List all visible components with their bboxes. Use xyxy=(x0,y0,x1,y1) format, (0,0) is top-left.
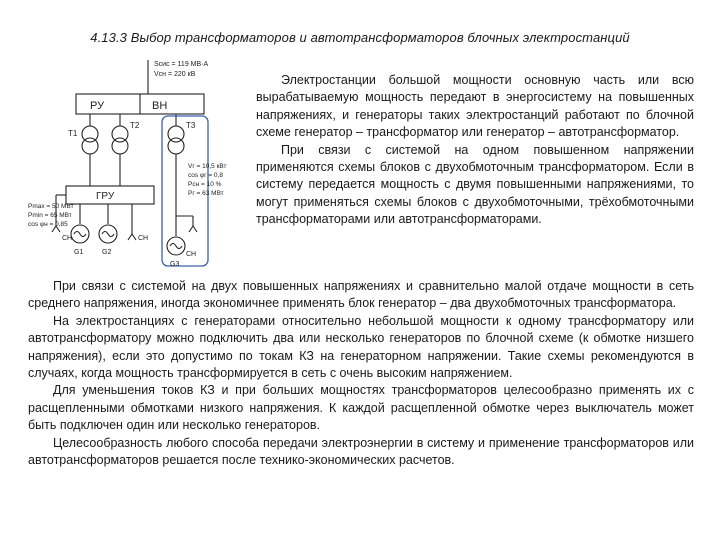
sn3-label: СН xyxy=(186,251,197,258)
paragraph: На электростанциях с генераторами относительно небольшой мощности к одному трансформатору или автотрансформатору можно подключить два или несколько генераторов по блочной схеме (к обмотке низшего напряжения), если это допустимо по токам КЗ на генераторном напряжении. Такие схемы рекомендуются в случаях, когда мощность трансформируется в сеть с очень высоким напряжением. xyxy=(28,313,694,381)
block-scheme-diagram xyxy=(28,56,258,272)
vn-label: ВН xyxy=(152,100,168,112)
paragraph: При связи с системой на двух повышенных напряжениях и сравнительно малой отдаче мощности в сеть среднего напряжения, иногда экономичнее применять блок генератор – два двухобмоточных трансформатора. xyxy=(28,279,694,311)
sn2-label: СН xyxy=(138,235,149,242)
t3-winding-lv xyxy=(168,138,184,154)
t2-winding-lv xyxy=(112,138,128,154)
right-column-text xyxy=(256,72,694,229)
paragraph: При связи с системой на одном повышенном напряжении применяются схемы блоков с двухобмоточным трансформатором. Если в систему передается мощность с двумя повышенными напряжениями, то могут применяться схемы блоков с двухобмоточными, трёхобмоточными трансформаторами или автотрансформаторами. xyxy=(256,142,694,227)
system-u-label: Vсн = 220 кВ xyxy=(154,71,196,78)
section-title: 4.13.3 Выбор трансформаторов и автотрансформаторов блочных электростанций xyxy=(90,30,630,45)
t2-label: Т2 xyxy=(130,121,140,130)
g1-label: G1 xyxy=(74,249,84,256)
paragraph: Для уменьшения токов КЗ и при больших мощностях трансформаторов целесообразно применять их с расщепленными обмотками низкого напряжения. К каждой расщепленной обмотке через выключатель может быть подключен один или несколько генераторов. xyxy=(28,383,694,433)
paragraph: Целесообразность любого способа передачи электроэнергии в систему и применение трансформаторов или автотрансформаторов решается после технико-экономических расчетов. xyxy=(28,435,694,468)
g3-param-4: Pг = 63 МВт xyxy=(188,190,224,197)
g3-label: G3 xyxy=(170,261,180,268)
t3-label: Т3 xyxy=(186,121,196,130)
body-text xyxy=(28,278,694,469)
sn1-label: СН xyxy=(62,235,73,242)
g2-label: G2 xyxy=(102,249,112,256)
load-param-2: Pmin = 65 МВт xyxy=(28,212,72,219)
t1-label: Т1 xyxy=(68,129,78,138)
ru-label: РУ xyxy=(90,100,105,112)
gru-label: ГРУ xyxy=(96,191,115,202)
system-s-label: Sсис = 119 МВ·А xyxy=(154,61,209,68)
load-param-1: Pmax = 50 МВт xyxy=(28,203,74,210)
paragraph: Электростанции большой мощности основную часть или всю вырабатываемую мощность передают в энергосистему на повышенных напряжениях, и генераторы таких электростанций работают по блочной схеме генератор – трансформатор или генератор – автотрансформатор. xyxy=(256,73,694,140)
load-param-3: cos φн = 0,85 xyxy=(28,221,68,228)
g3-param-3: Pсн = 10 % xyxy=(188,181,222,188)
t1-winding-lv xyxy=(82,138,98,154)
g3-param-1: Vг = 10,5 кВт xyxy=(188,163,227,170)
g3-param-2: cos φг = 0,8 xyxy=(188,172,223,179)
